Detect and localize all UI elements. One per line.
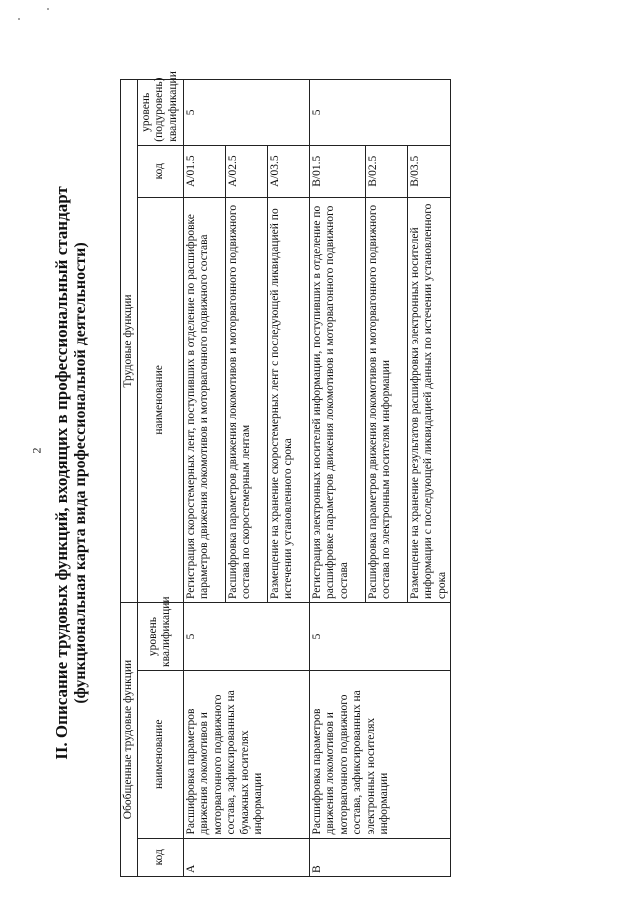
functional-map-table	[120, 71, 451, 877]
scan-speck	[47, 8, 49, 10]
func-name-cell: Регистрация скоростемерных лент, поступивших в отделение по расшифровке параметров движения локомотивов и моторвагонного подвижного состава	[183, 197, 225, 602]
page-subtitle: (функциональная карта вида профессиональной деятельности)	[72, 242, 89, 704]
page-title: II. Описание трудовых функций, входящих в профессиональный стандарт	[52, 186, 71, 760]
page-number: 2	[29, 447, 44, 454]
func-level-cell: 5	[183, 80, 309, 146]
gen-level-cell: 5	[183, 603, 309, 671]
gen-name-cell: Расшифровка параметров движения локомотивов и моторвагонного подвижного состава, зафиксированных на бумажных носителях информации	[183, 670, 309, 838]
labor-functions-header: Трудовые функции	[121, 80, 138, 603]
header-row	[137, 80, 183, 877]
func-name-cell: Размещение на хранение скоростемерных лент с последующей ликвидацией по истечении установленного срока	[267, 197, 309, 602]
title-block	[52, 63, 90, 883]
func-code-header: код	[137, 145, 183, 197]
func-level-header: уровень (подуровень) квалификации	[137, 80, 183, 146]
scan-speck	[18, 18, 20, 20]
gen-code-header: код	[137, 838, 183, 876]
gen-name-header: наименование	[137, 670, 183, 838]
header-group-row	[121, 80, 138, 877]
func-name-header: наименование	[137, 197, 183, 602]
rotated-page-content	[0, 65, 640, 905]
gen-code-cell: В	[309, 838, 451, 876]
gen-code-cell: А	[183, 838, 309, 876]
func-code-cell: В/02.5	[365, 145, 407, 197]
func-name-cell: Размещение на хранение результатов расшифровки электронных носителей информации с последующей ликвидацией данных по истечении установленного срока	[407, 197, 451, 602]
func-code-cell: В/01.5	[309, 145, 365, 197]
table-row	[183, 80, 225, 877]
func-name-cell: Регистрация электронных носителей информации, поступивших в отделение по расшифровке параметров движения локомотивов и моторвагонного подвижного состава	[309, 197, 365, 602]
gen-level-cell: 5	[309, 603, 451, 671]
func-level-cell: 5	[309, 80, 451, 146]
generalized-functions-header: Обобщенные трудовые функции	[121, 603, 138, 877]
gen-level-header: уровень квалификации	[137, 603, 183, 671]
func-code-cell: А/02.5	[225, 145, 267, 197]
gen-name-cell: Расшифровка параметров движения локомотивов и моторвагонного подвижного состава, зафиксированных на электронных носителях информации	[309, 670, 451, 838]
table-row	[309, 80, 365, 877]
func-name-cell: Расшифровка параметров движения локомотивов и моторвагонного подвижного состава по скоростемерным лентам	[225, 197, 267, 602]
func-code-cell: В/03.5	[407, 145, 451, 197]
func-name-cell: Расшифровка параметров движения локомотивов и моторвагонного подвижного состава по электронным носителям информации	[365, 197, 407, 602]
func-code-cell: А/03.5	[267, 145, 309, 197]
func-code-cell: А/01.5	[183, 145, 225, 197]
